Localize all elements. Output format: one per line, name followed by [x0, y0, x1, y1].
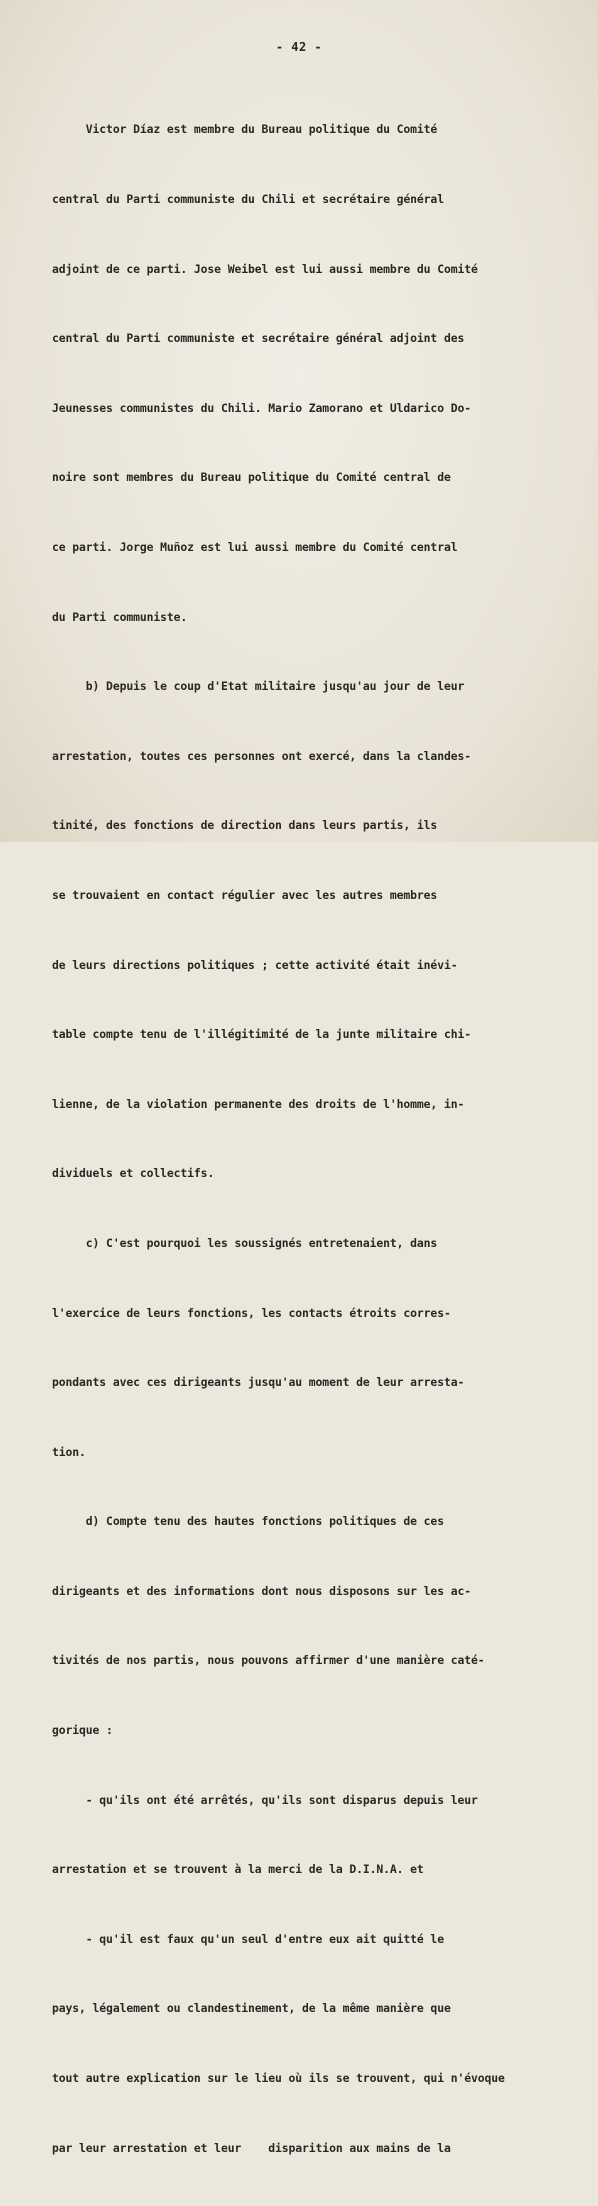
text-line: arrestation et se trouvent à la merci de la D.I.N.A. et	[52, 1862, 424, 1877]
text-line: - qu'ils ont été arrêtés, qu'ils sont disparus depuis leur	[52, 1792, 478, 1807]
text-line: par leur arrestation et leur disparition aux mains de la	[52, 2140, 451, 2155]
text-line: tinité, des fonctions de direction dans leurs partis, ils	[52, 818, 438, 833]
text-line: b) Depuis le coup d'Etat militaire jusqu'au jour de leur	[52, 679, 465, 694]
text-line: pondants avec ces dirigeants jusqu'au moment de leur arresta-	[52, 1375, 465, 1390]
document-body	[52, 72, 562, 2206]
text-line: ce parti. Jorge Muñoz est lui aussi membre du Comité central	[52, 539, 458, 554]
text-line: adjoint de ce parti. Jose Weibel est lui aussi membre du Comité	[52, 261, 478, 276]
text-line: central du Parti communiste du Chili et secrétaire général	[52, 192, 444, 206]
text-line: arrestation, toutes ces personnes ont exercé, dans la clandes-	[52, 748, 471, 763]
text-line: tivités de nos partis, nous pouvons affirmer d'une manière caté-	[52, 1653, 485, 1668]
text-line: du Parti communiste.	[52, 609, 188, 624]
text-line: pays, légalement ou clandestinement, de la même manière que	[52, 2001, 451, 2016]
text-line: central du Parti communiste et secrétaire général adjoint des	[52, 331, 465, 346]
text-line: se trouvaient en contact régulier avec les autres membres	[52, 887, 438, 902]
text-line: tout autre explication sur le lieu où ils se trouvent, qui n'évoque	[52, 2071, 505, 2086]
text-line: dirigeants et des informations dont nous disposons sur les ac-	[52, 1583, 471, 1598]
text-line: - qu'il est faux qu'un seul d'entre eux ait quitté le	[52, 1931, 444, 1946]
text-line: noire sont membres du Bureau politique du Comité central de	[52, 470, 451, 485]
text-line: lienne, de la violation permanente des droits de l'homme, in-	[52, 1096, 465, 1111]
text-line: l'exercice de leurs fonctions, les contacts étroits corres-	[52, 1305, 451, 1320]
text-line: c) C'est pourquoi les soussignés entretenaient, dans	[52, 1235, 438, 1250]
text-line: de leurs directions politiques ; cette activité était inévi-	[52, 957, 458, 972]
text-line: gorique :	[52, 1723, 113, 1738]
text-line: Victor Díaz est membre du Bureau politique du Comité	[52, 122, 438, 137]
text-line: d) Compte tenu des hautes fonctions politiques de ces	[52, 1514, 444, 1529]
text-line: Jeunesses communistes du Chili. Mario Zamorano et Uldarico Do-	[52, 400, 471, 415]
text-line: tion.	[52, 1444, 86, 1459]
page-number: - 42 -	[275, 40, 323, 54]
text-line: dividuels et collectifs.	[52, 1166, 215, 1181]
text-line: table compte tenu de l'illégitimité de la junte militaire chi-	[52, 1027, 471, 1042]
